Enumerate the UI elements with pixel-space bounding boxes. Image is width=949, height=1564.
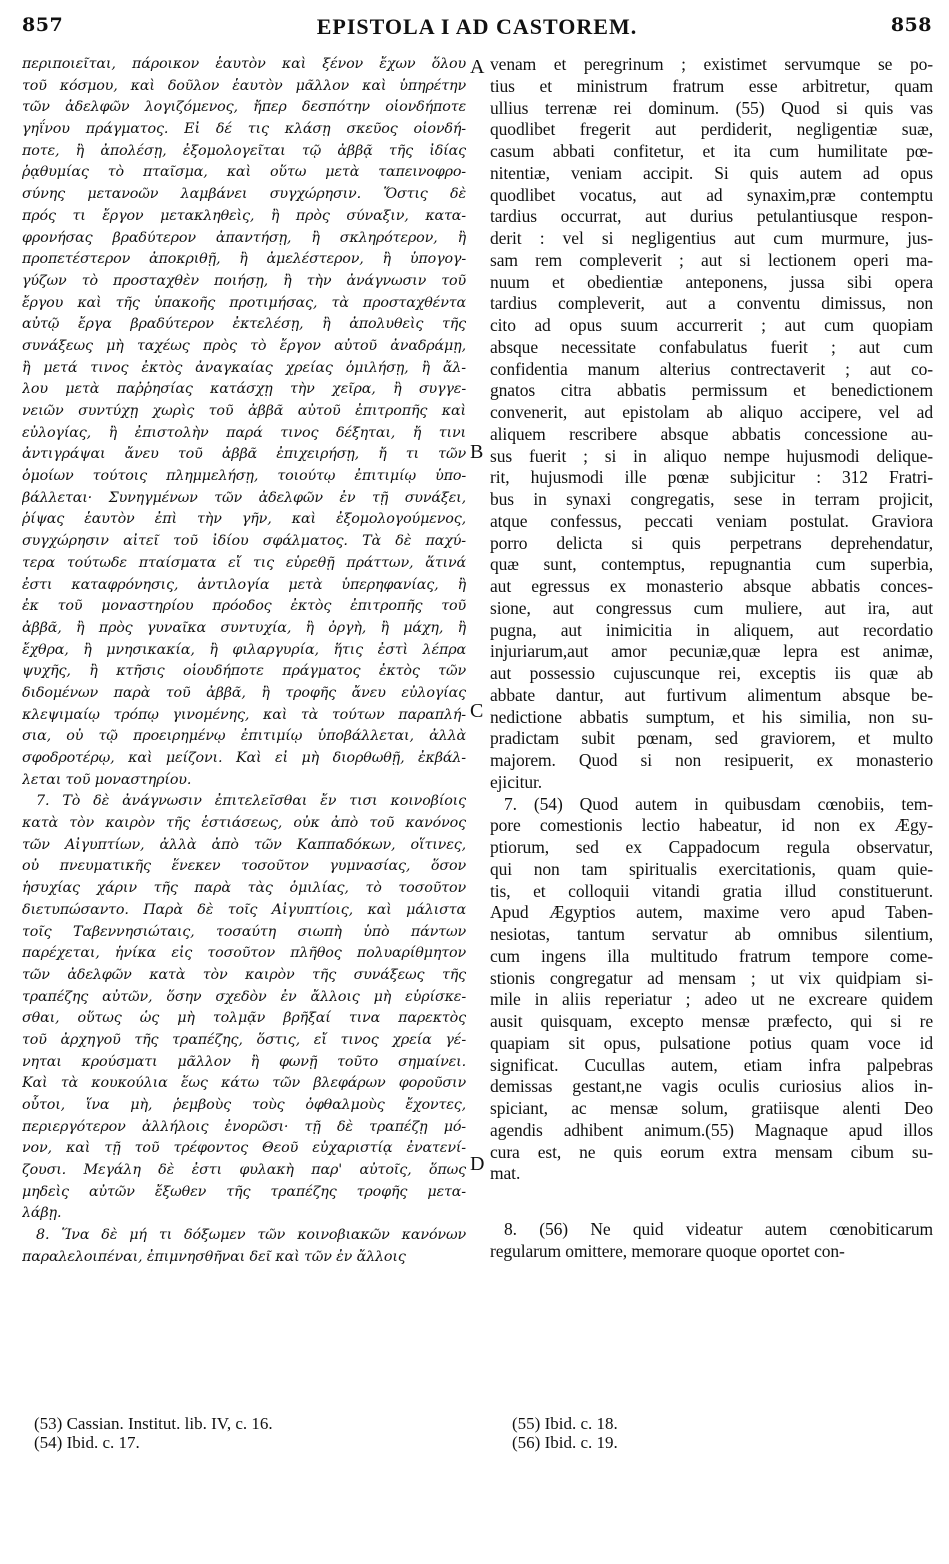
margin-marker-a: A	[470, 56, 485, 78]
margin-marker-d: D	[470, 1153, 485, 1175]
text-line: cito ad opus suum accurrerit ; aut cum quopiam	[490, 315, 933, 335]
footnote: (56) Ibid. c. 19.	[512, 1433, 618, 1452]
text-line: tardius compleverit, aut a conventu dimissus, non	[490, 293, 933, 314]
footnotes-right	[512, 1414, 932, 1452]
text-line: aut possessio cujuscunque rei, exceptis iis quæ ab	[490, 663, 933, 683]
margin-marker-c: C	[470, 700, 484, 722]
text-line: γηΐνου πράγματος. Εἰ δέ τις κλάσῃ σκεῦος οἱονδή-	[22, 121, 466, 138]
text-line: 8. (56) Ne quid videatur autem cœnobiticarum	[504, 1219, 933, 1239]
text-line: νειῶν συντύχῃ χωρὶς τοῦ ἀββᾶ αὐτοῦ ἐπιτροπῆς καὶ	[22, 403, 466, 419]
text-line: rit, hujusmodi ille pœnæ subjicitur : 312 Fratri-	[490, 467, 933, 488]
text-line: μηδεὶς αὐτῶν ἔξωθεν τῆς τραπέζης τροφῆς μετα-	[22, 1183, 466, 1200]
text-line: pore comestionis lectio habeatur, id non ex Ægy-	[490, 815, 933, 836]
text-line: σια, οὐ τῷ προειρημένῳ ἐπιτιμίῳ ὑποβάλλεται, ἀλλὰ	[22, 728, 466, 745]
text-line: περιποιεῖται, πάροικον ἑαυτὸν καὶ ξένον ἔχων ὅλου	[22, 56, 466, 72]
text-line: demissas gestant,ne vagis oculis curiosius alios in-	[490, 1076, 933, 1097]
text-line: γύζων τὸ προσταχθὲν ποιήσῃ, ἢ τὴν ἀνάγνωσιν τοῦ	[22, 272, 466, 289]
footnote: (53) Cassian. Institut. lib. IV, c. 16.	[34, 1414, 273, 1433]
page-header	[22, 14, 932, 42]
text-line: sam rem compleverit ; aut si lectionem operi ma-	[490, 249, 933, 270]
text-line: nitentiæ, veniam accipit. Si quis autem ad opus	[490, 162, 933, 183]
text-line: 7. (54) Quod autem in quibusdam cœnobiis, tem-	[504, 793, 933, 814]
greek-text-column	[22, 54, 466, 1269]
text-line: προπετέστερον ἀποκριθῇ, ἢ ἀμελέστερον, ἢ ὑπογογ-	[22, 251, 466, 268]
margin-marker-b: B	[470, 441, 484, 463]
text-line: sione, aut congressus cum muliere, aut ira, aut	[490, 597, 933, 618]
page-number-right: 858	[890, 14, 932, 36]
text-line: derit : vel si negligentius aut cum murmure, jus-	[490, 228, 933, 248]
text-line: pradictam subit pœnam, sed graviorem, et multo	[490, 728, 933, 749]
text-line: κατὰ τὸν καιρὸν τῆς ἑστιάσεως, οὐκ ἀπὸ τοῦ κανόνος	[22, 815, 466, 832]
text-line: casum abbati confitetur, et ita cum humilitate pœ-	[490, 141, 933, 161]
text-line: cura est, ne quis eorum extra mensam cibum su-	[490, 1141, 933, 1162]
text-line: λεται τοῦ μοναστηρίου.	[22, 771, 192, 788]
text-line: aut egressus ex monasterio absque abbatis conces-	[490, 576, 933, 596]
text-line: nedictione abbatis sumptum, et his similia, non su-	[490, 706, 933, 727]
text-line: porro delicta si quis perpetrans deprehendatur,	[490, 532, 933, 553]
footnote: (55) Ibid. c. 18.	[512, 1414, 618, 1433]
text-line: abbate dantur, aut furtivum alimentum absque be-	[490, 684, 933, 705]
text-line: ἔργου καὶ τῆς ὑπακοῆς προτιμήσας, τὰ προσταχθέντα	[22, 294, 466, 311]
footnote: (54) Ibid. c. 17.	[34, 1433, 140, 1452]
text-line: οὗτοι, ἵνα μὴ, ῥεμβοὺς τοὺς ὀφθαλμοὺς ἔχοντες,	[22, 1097, 466, 1113]
text-line: significat. Cucullas autem, etiam infra palpebras	[490, 1054, 933, 1075]
text-line: Καὶ τὰ κουκούλια ἕως κάτω τῶν βλεφάρων φοροῦσιν	[22, 1075, 466, 1092]
text-line: tius et ministrum fratrum esse arbitretur, quam	[490, 75, 933, 96]
text-line: spiciant, ac mensæ solum, gratiisque alenti Deo	[490, 1098, 933, 1118]
text-line: quodlibet fregerit aut perdiderit, negligentiæ suæ,	[490, 119, 933, 140]
text-line: ἡσυχίας χάριν τῆς παρὰ τὰς ὁμιλίας, τὸ τοσοῦτον	[22, 880, 466, 897]
text-line: ὁμοίων τούτοις πλημμελήσῃ, τοιούτῳ ἐπιτιμίῳ ὑπο-	[22, 468, 466, 485]
text-line: mile in aliis reperiatur ; adeo ut ne excreare quidem	[490, 989, 933, 1010]
text-line: νον, καὶ τῇ τοῦ τρέφοντος Θεοῦ εὐχαριστίᾳ ἐνατενί-	[22, 1140, 466, 1157]
text-line: atque confessus, peccati veniam postulat. Graviora	[490, 510, 933, 531]
text-line: ullius terrenæ rei dominum. (55) Quod si quis vas	[490, 97, 933, 118]
text-line: mat.	[490, 1163, 521, 1184]
text-line: οὐ πνευματικῆς ἕνεκεν τοσοῦτον γυμνασίας, ὅσον	[22, 858, 466, 875]
text-line: εὐλογίας, ἢ ἐπιστολὴν παρά τινος δέξηται, ἤ τινι	[22, 424, 466, 441]
text-line: ψυχῆς, ἢ κτῆσις οἱουδήποτε πράγματος ἐκτὸς τῶν	[22, 663, 466, 680]
text-line: quæ sunt, contemptus, repugnantia cum superbia,	[490, 554, 933, 575]
text-line: majorem. Quod si non resipuerit, ex monasterio	[490, 750, 933, 770]
text-line: ζουσι. Μεγάλη δὲ ἐστι φυλακὴ παρ' αὐτοῖς, ὅπως	[22, 1162, 466, 1179]
text-line: ῥᾳθυμίας τὸ πταῖσμα, καὶ οὕτω μετὰ ταπεινοφρο-	[22, 164, 466, 181]
text-line: ἐστι καταφρόνησις, ἀντιλογία μετὰ ὑπερηφανίας, ἢ	[22, 576, 466, 593]
text-line: διδομένων παρὰ τοῦ ἀββᾶ, ἢ τροφῆς ἄνευ εὐλογίας	[22, 684, 466, 701]
text-line: ptiorum, sed ex Cappadocum regula observatur,	[490, 837, 933, 857]
running-title: EPISTOLA I AD CASTOREM.	[316, 14, 638, 39]
text-line: ausit quisquam, excepto mensæ præfecto, qui si re	[490, 1011, 933, 1031]
text-line: νηται κρούσματι μᾶλλον ἢ φωνῇ τοῦτο σημαίνει.	[22, 1053, 466, 1070]
text-line: πρός τι ἔργον μετακληθεὶς, ἢ πρὸς σύναξιν, κατα-	[22, 207, 466, 224]
text-line: quodlibet vocatus, aut ad synaxim,præ contemptu	[490, 184, 933, 205]
text-line: tis, et colloquii vitandi gratia illud constituerunt.	[490, 880, 933, 901]
text-line: absque necessitate confabulatus fuerit ; aut cum	[490, 336, 933, 357]
text-line: σθαι, οὕτως ὡς μὴ τολμᾷν βρῆξαί τινα παρεκτὸς	[22, 1010, 466, 1027]
text-line: tardius occurrat, aut durius petulantiusque respon-	[490, 206, 933, 227]
text-line: σφοδροτέρῳ, καὶ μείζονι. Καὶ εἰ μὴ διορθωθῇ, ἐκβάλ-	[22, 750, 466, 766]
text-line: 7. Τὸ δὲ ἀνάγνωσιν ἐπιτελεῖσθαι ἔν τισι κοινοβίοις	[36, 793, 466, 810]
text-line: συγχώρησιν αἰτεῖ τοῦ ἰδίου σφάλματος. Τὰ δὲ παχύ-	[22, 533, 466, 550]
text-line: bus in synaxi congregatis, sese in terram projicit,	[490, 489, 933, 509]
text-line: ἀββᾶ, ἢ πρὸς γυναῖκα συντυχία, ἢ ὀργὴ, ἢ μάχη, ἢ	[22, 619, 466, 636]
text-line: τοῦ κόσμου, καὶ δοῦλον ἑαυτὸν μᾶλλον καὶ ὑπηρέτην	[22, 77, 466, 94]
text-line: λου μετὰ παῤῥησίας κατάσχῃ τὴν χεῖρα, ἢ συγγε-	[22, 381, 466, 398]
text-line: φρονήσας βραδύτερον ἀπαντήσῃ, ἢ σκληρότερον, ἢ	[22, 229, 466, 246]
text-line: παραλελοιπέναι, ἐπιμνησθῆναι δεῖ καὶ τῶν ἐν ἄλλοις	[22, 1248, 406, 1265]
text-line: ἐκ τοῦ μοναστηρίου πρόοδος ἐκτὸς ἐπιτροπῆς τοῦ	[22, 598, 466, 615]
footnotes-left	[34, 1414, 454, 1452]
text-line: τῶν ἀδελφῶν κατὰ τὸν καιρὸν τῆς συνάξεως τῆς	[22, 966, 466, 983]
text-line: αὐτῷ ἔργα βραδύτερον ἐκτελέσῃ, ἢ ἀπολυθεὶς τῆς	[22, 316, 466, 333]
text-line: τῶν Αἰγυπτίων, ἀλλὰ ἀπὸ τῶν Καππαδόκων, οἵτινες,	[22, 836, 466, 853]
text-line: τερα τούτωδε πταίσματα εἴ τις εὑρεθῇ πράττων, ἅτινά	[22, 554, 466, 571]
text-line: cum ingens illa multitudo fratrum tempore come-	[490, 945, 933, 966]
text-line: ἢ μετά τινος ἐκτὸς ἀναγκαίας χρείας ὁμιλήσῃ, ἢ ἄλ-	[22, 359, 466, 376]
text-line: sus fuerit ; si in aliquo nempe hujusmodi delique-	[490, 445, 933, 466]
text-line: qui non tam spiritualis exercitationis, quam quie-	[490, 858, 933, 879]
text-line: nesiotas, tantum servatur ab omnibus silentium,	[490, 924, 933, 944]
text-line: pugna, aut inimicitia in aliquem, aut recordatio	[490, 619, 933, 640]
text-line: τῶν ἀδελφῶν λογιζόμενος, ἤπερ δεσπότην οἱονδήποτε	[22, 99, 466, 116]
paragraph-gap	[490, 1185, 933, 1219]
text-line: injuriarum,aut amor pecuniæ,quæ lepra est animæ,	[490, 641, 933, 662]
text-line: περιεργότερον ἀλλήλοις ἐνορῶσι· τῇ δὲ τραπέζῃ μό-	[22, 1118, 466, 1135]
text-line: τοῦ ἀρχηγοῦ τῆς τραπέζης, ὅστις, εἴ τινος χρεία γέ-	[22, 1031, 466, 1048]
text-line: aliquem rescribere absque abbatis concessione au-	[490, 423, 933, 444]
text-line: βάλλεται· Συνηγμένων τῶν ἀδελφῶν ἐν τῇ συνάξει,	[22, 489, 466, 506]
text-line: παρέχεται, ἡνίκα εἰς τοσοῦτον πλῆθος πολυαρίθμητον	[22, 945, 466, 962]
text-line: τοῖς Ταβεννησιώταις, τοσαύτη σιωπὴ ὑπὸ πάντων	[22, 923, 466, 940]
text-line: venam et peregrinum ; existimet servumque se po-	[490, 54, 933, 74]
latin-text-column	[490, 54, 933, 1263]
text-line: convenerit, aut epistolam ab aliquo accipere, vel ad	[490, 402, 933, 422]
text-line: Apud Ægyptios autem, maxime vero apud Taben-	[490, 902, 933, 923]
text-line: ἀντιγράψαι ἄνευ τοῦ ἀββᾶ ἐπιχειρήσῃ, ἤ τι τῶν	[22, 446, 466, 463]
text-line: agendis adhibent animum.(55) Magnaque apud illos	[490, 1119, 933, 1140]
text-line: gnatos citra abbatis permissum et benedictionem	[490, 380, 933, 401]
text-line: ejicitur.	[490, 771, 543, 792]
text-line: κλεψιμαίῳ τρόπῳ γινομένης, καὶ τὰ τούτων παραπλή-	[22, 706, 466, 723]
text-line: συνάξεως μὴ ταχέως πρὸς τὸ ἔργον αὐτοῦ ἀναδράμῃ,	[22, 337, 466, 354]
text-line: regularum omittere, memorare quoque oportet con-	[490, 1240, 845, 1261]
text-line: quapiam sit opus, pulsatione potius quam voce id	[490, 1032, 933, 1053]
text-line: ποτε, ἢ ἀπολέσῃ, ἐξομολογεῖται τῷ ἀββᾷ τῆς ἰδίας	[22, 142, 466, 159]
text-line: confidentia manum alterius contrectaverit ; aut co-	[490, 358, 933, 379]
text-line: stionis congregatur ad mensam ; ut vix quidpiam si-	[490, 967, 933, 988]
page-number-left: 857	[22, 14, 64, 36]
text-line: 8. Ἵνα δὲ μή τι δόξωμεν τῶν κοινοβιακῶν κανόνων	[36, 1227, 466, 1244]
text-line: ἔχθρα, ἢ μνησικακία, ἢ φιλαργυρία, ἥτις ἐστὶ λέπρα	[22, 641, 466, 658]
text-line: λάβῃ.	[22, 1205, 62, 1222]
text-line: nuum et obedientiæ anteponens, jussa sibi opera	[490, 271, 933, 292]
text-line: διετυπώσαντο. Παρὰ δὲ τοῖς Αἰγυπτίοις, καὶ μάλιστα	[22, 901, 466, 918]
text-line: τραπέζης αὐτῶν, ὅσην σχεδὸν ἐν ἄλλοις μὴ εὑρίσκε-	[22, 988, 466, 1005]
text-line: σύνης μετανοῶν λαμβάνει συγχώρησιν. Ὅστις δὲ	[22, 186, 466, 203]
text-line: ῥίψας ἑαυτὸν ἐπὶ τὴν γῆν, καὶ ἐξομολογούμενος,	[22, 511, 466, 528]
